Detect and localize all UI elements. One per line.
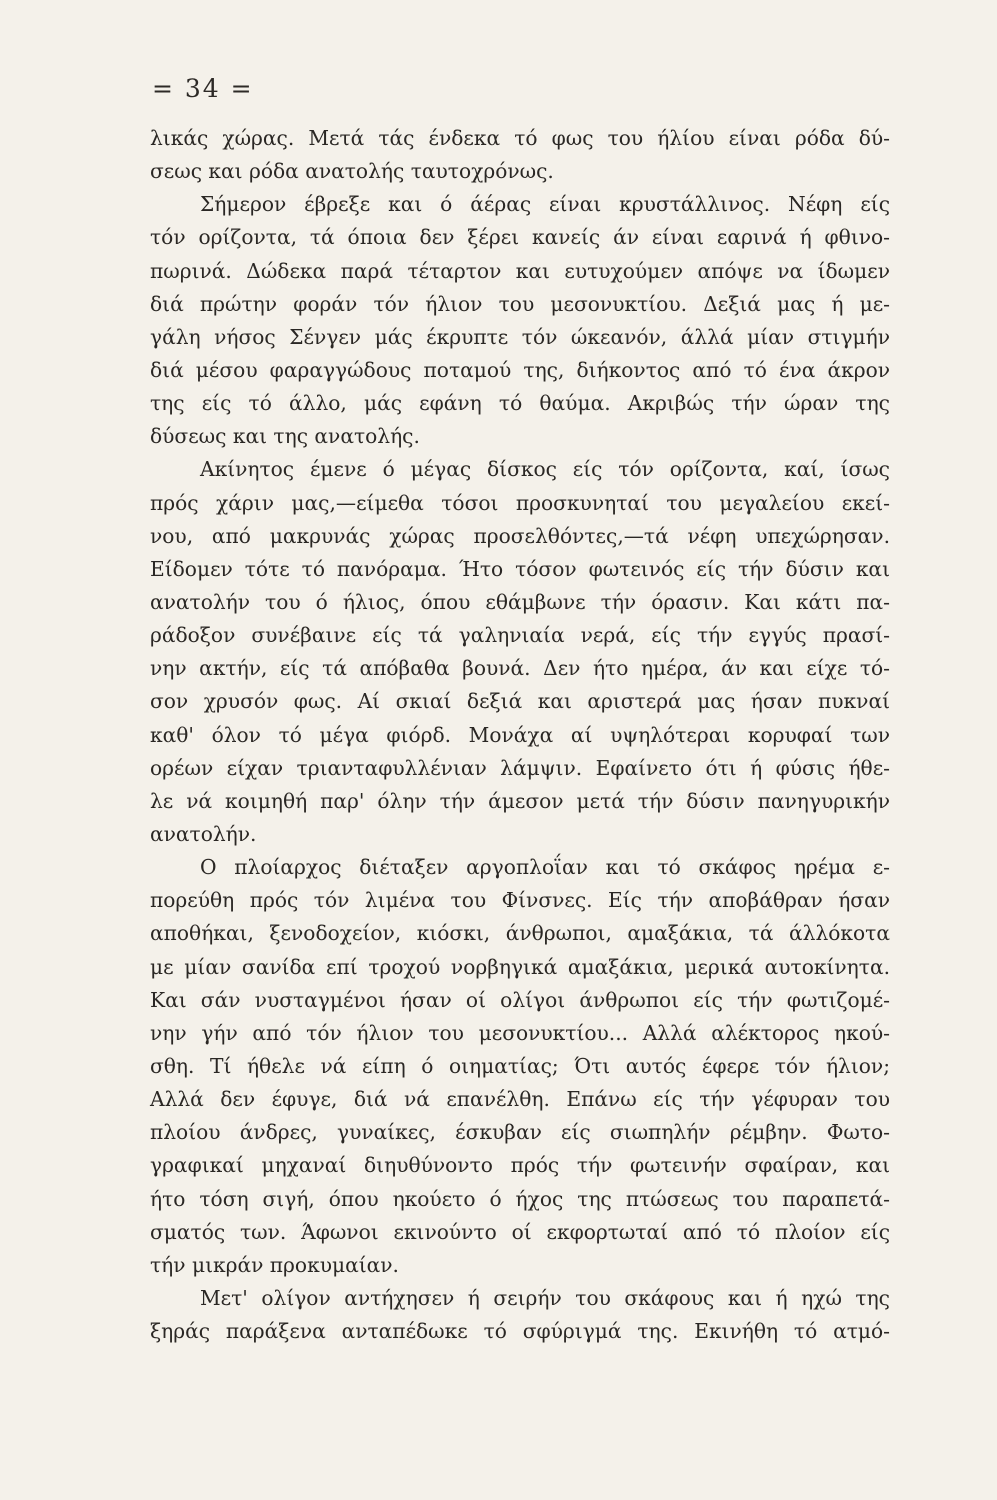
text-line: σματός των. Άφωνοι εκινούντο οί εκφορτωταί από τό πλοίον είς (150, 1219, 890, 1244)
text-line: ήτο τόση σιγή, όπου ηκούετο ό ήχος της πτώσεως του παραπετά- (150, 1186, 890, 1211)
text-line: σεως και ρόδα ανατολής ταυτοχρόνως. (150, 159, 554, 184)
text-line: γάλη νήσος Σένγεν μάς έκρυπτε τόν ώκεανόν, άλλά μίαν στιγμήν (150, 324, 890, 349)
text-line: νην ακτήν, είς τά απόβαθα βουνά. Δεν ήτο ημέρα, άν και είχε τό- (150, 656, 890, 681)
text-line: Μετ' ολίγον αντήχησεν ή σειρήν του σκάφους και ή ηχώ της (200, 1285, 890, 1310)
text-line: Ακίνητος έμενε ό μέγας δίσκος είς τόν ορίζοντα, καί, ίσως (200, 457, 890, 482)
text-line: καθ' όλον τό μέγα φιόρδ. Μονάχα αί υψηλότεραι κορυφαί των (150, 722, 890, 747)
text-line: τόν ορίζοντα, τά όποια δεν ξέρει κανείς άν είναι εαρινά ή φθινο- (150, 225, 890, 250)
text-line: αποθήκαι, ξενοδοχείον, κιόσκι, άνθρωποι, αμαξάκια, τά άλλόκοτα (150, 921, 890, 946)
body-text (150, 122, 890, 1348)
text-line: πρός χάριν μας,—είμεθα τόσοι προσκυνηταί του μεγαλείου εκεί- (150, 490, 890, 515)
text-line: γραφικαί μηχαναί διηυθύνοντο πρός τήν φωτεινήν σφαίραν, και (150, 1153, 890, 1178)
text-line: Αλλά δεν έφυγε, διά νά επανέλθη. Επάνω είς τήν γέφυραν του (150, 1087, 890, 1112)
text-line: λε νά κοιμηθή παρ' όλην τήν άμεσον μετά τήν δύσιν πανηγυρικήν (150, 788, 890, 813)
text-line: πλοίου άνδρες, γυναίκες, έσκυβαν είς σιωπηλήν ρέμβην. Φωτο- (150, 1120, 890, 1145)
text-line: της είς τό άλλο, μάς εφάνη τό θαύμα. Ακριβώς τήν ώραν της (150, 391, 890, 416)
text-line: με μίαν σανίδα επί τροχού νορβηγικά αμαξάκια, μερικά αυτοκίνητα. (150, 954, 890, 979)
text-line: ράδοξον συνέβαινε είς τά γαληνιαία νερά, είς τήν εγγύς πρασί- (150, 623, 890, 648)
text-line: πωρινά. Δώδεκα παρά τέταρτον και ευτυχούμεν απόψε να ίδωμεν (150, 258, 890, 283)
page-number: = 34 = (152, 74, 254, 103)
text-line: Ο πλοίαρχος διέταξεν αργοπλοΐαν και τό σκάφος ηρέμα ε- (200, 855, 890, 880)
text-line: λικάς χώρας. Μετά τάς ένδεκα τό φως του ήλίου είναι ρόδα δύ- (150, 126, 890, 150)
text-line: διά πρώτην φοράν τόν ήλιον του μεσονυκτίου. Δεξιά μας ή με- (150, 291, 890, 316)
text-line: διά μέσου φαραγγώδους ποταμού της, διήκοντος από τό ένα άκρον (150, 357, 890, 382)
text-line: νου, από μακρυνάς χώρας προσελθόντες,—τά νέφη υπεχώρησαν. (150, 523, 890, 548)
text-line: ξηράς παράξενα ανταπέδωκε τό σφύριγμά της. Εκινήθη τό ατμό- (150, 1319, 890, 1344)
text-line: σον χρυσόν φως. Αί σκιαί δεξιά και αριστερά μας ήσαν πυκναί (150, 689, 890, 714)
text-line: νην γήν από τόν ήλιον του μεσονυκτίου... Αλλά αλέκτορος ηκού- (150, 1020, 890, 1045)
text-line: σθη. Τί ήθελε νά είπη ό οιηματίας; Ότι αυτός έφερε τόν ήλιον; (150, 1053, 890, 1078)
text-line: Σήμερον έβρεξε και ό άέρας είναι κρυστάλλινος. Νέφη είς (200, 192, 890, 217)
text-line: ανατολήν. (150, 821, 257, 846)
text-line: πορεύθη πρός τόν λιμένα του Φίνσνες. Είς τήν αποβάθραν ήσαν (150, 888, 890, 913)
text-line: ανατολήν του ό ήλιος, όπου εθάμβωνε τήν όρασιν. Και κάτι πα- (150, 589, 890, 614)
text-line: δύσεως και της ανατολής. (150, 424, 420, 449)
text-line: τήν μικράν προκυμαίαν. (150, 1252, 399, 1277)
text-line: ορέων είχαν τριανταφυλλένιαν λάμψιν. Εφαίνετο ότι ή φύσις ήθε- (150, 755, 890, 780)
text-line: Είδομεν τότε τό πανόραμα. Ήτο τόσον φωτεινός είς τήν δύσιν και (150, 556, 890, 581)
text-line: Και σάν νυσταγμένοι ήσαν οί ολίγοι άνθρωποι είς τήν φωτιζομέ- (150, 987, 890, 1012)
